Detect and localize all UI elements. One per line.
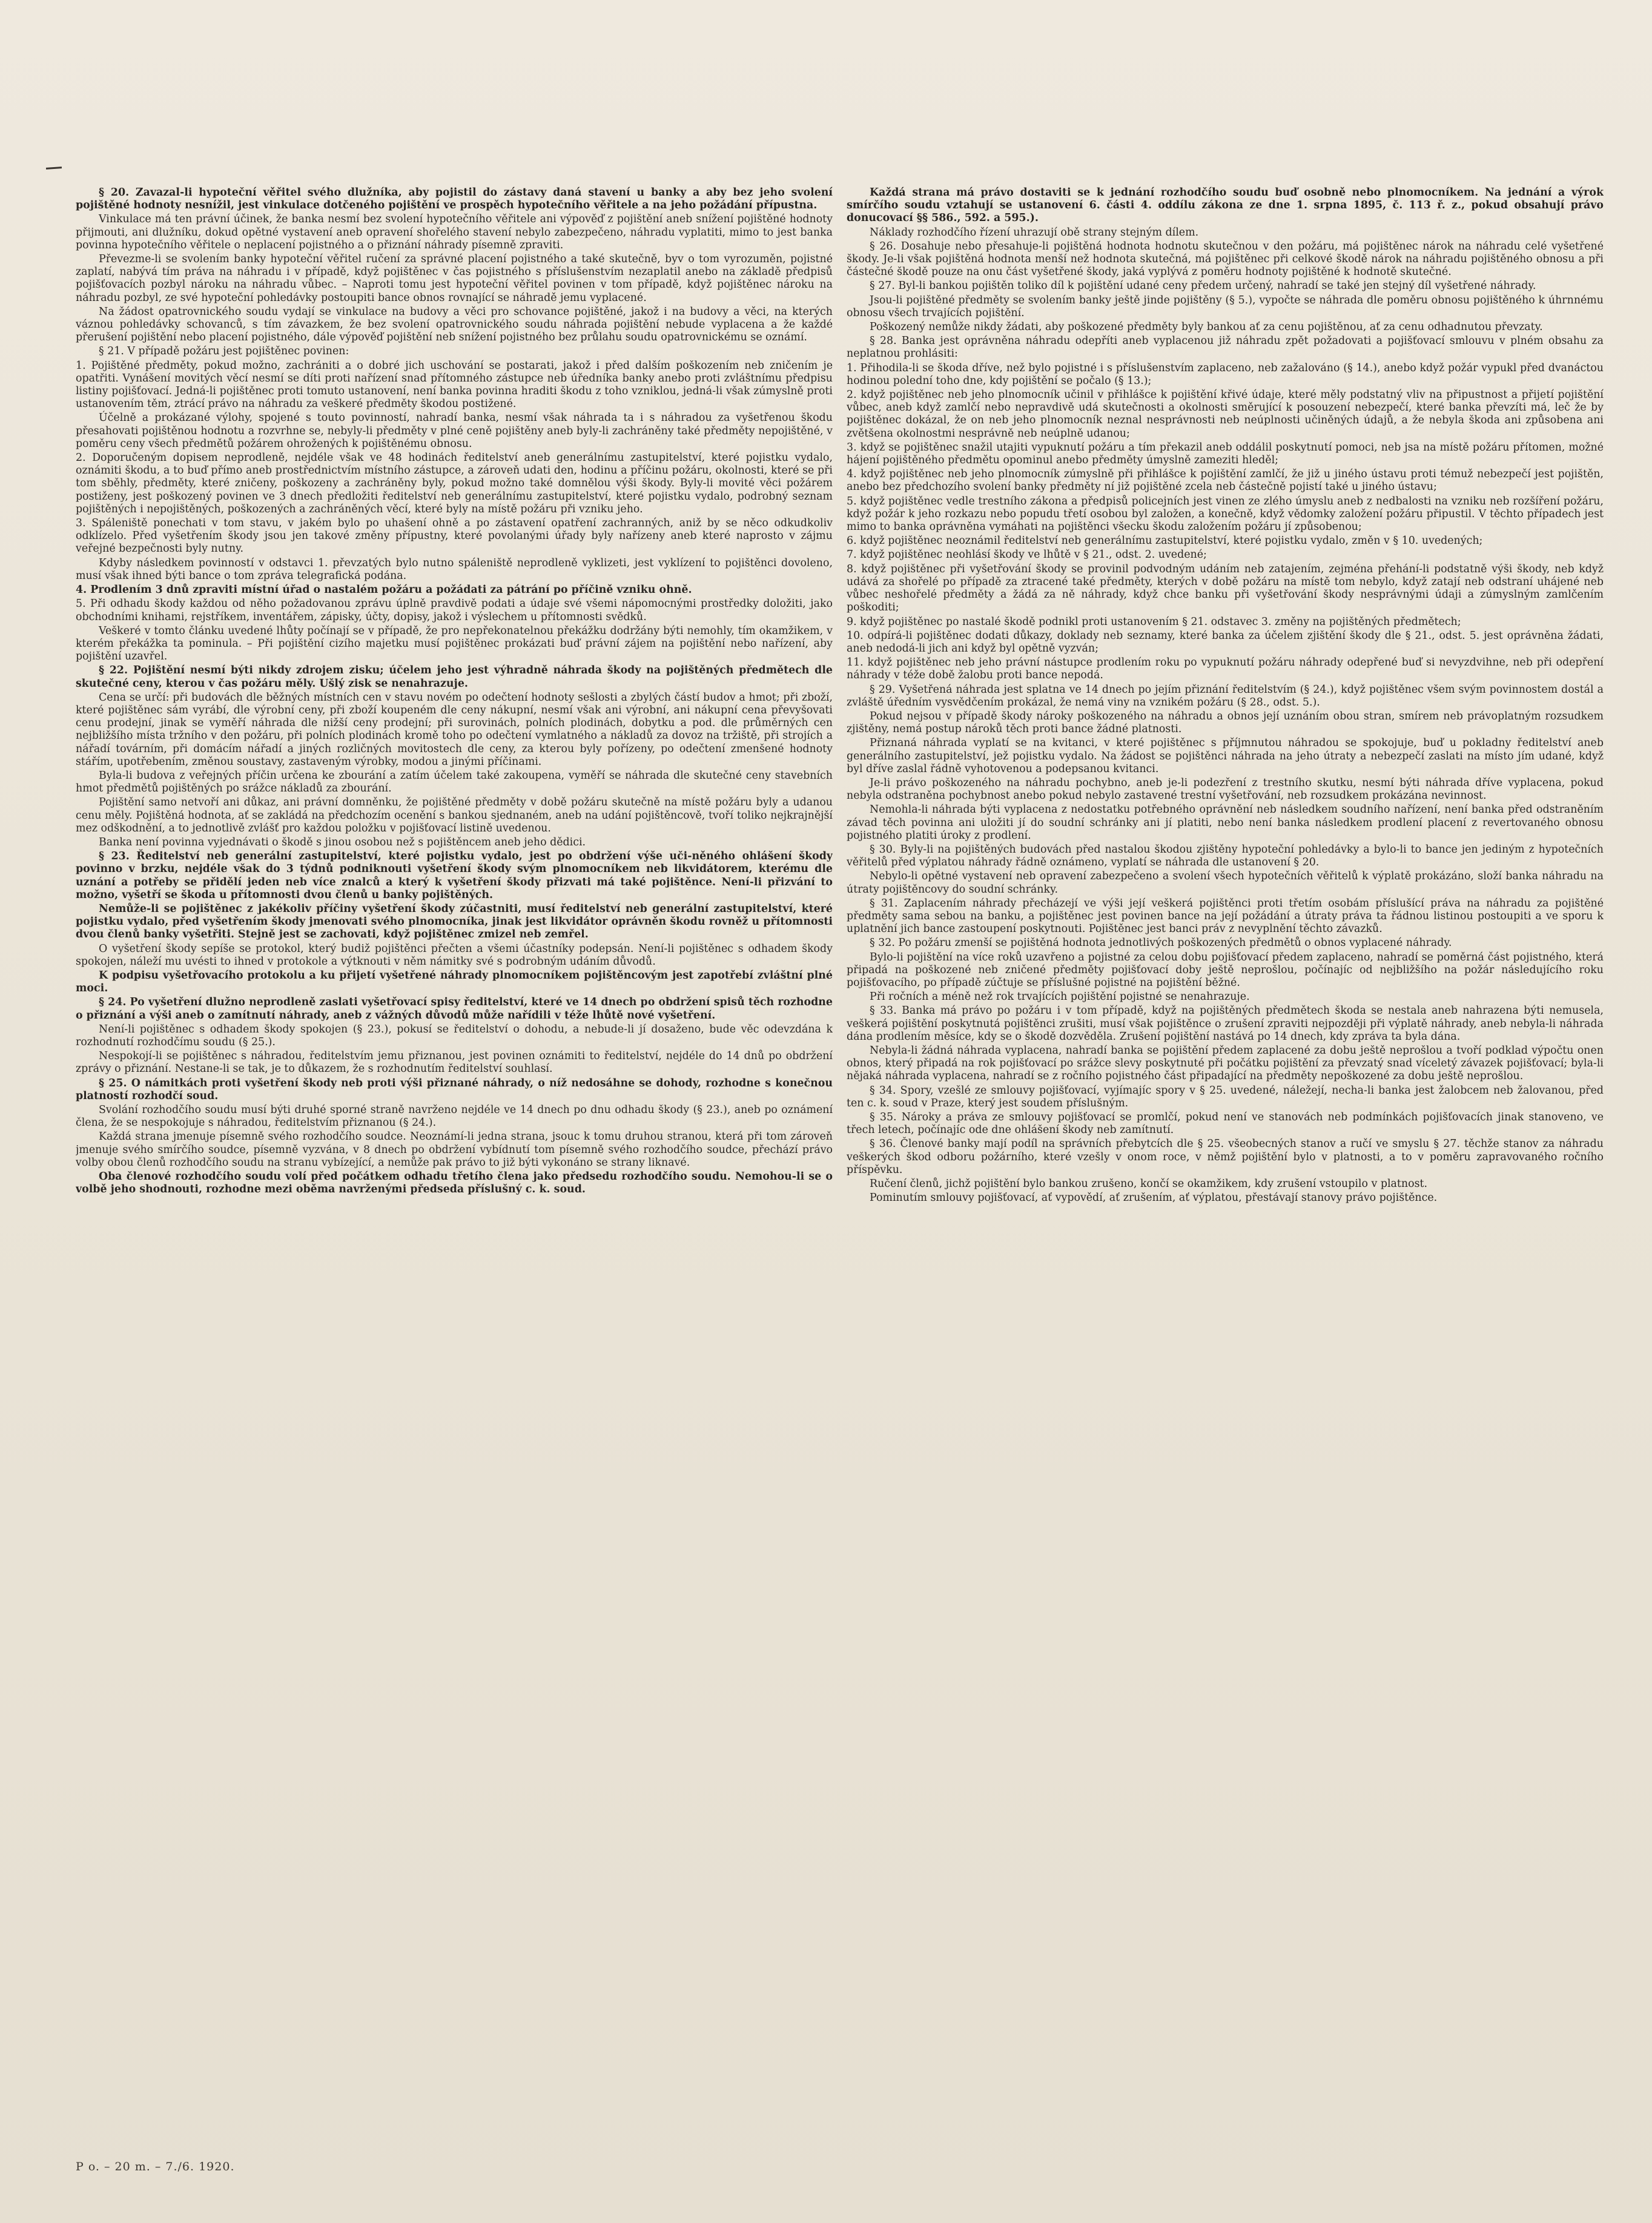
list-item: 6. když pojištěnec neoznámil ředitelství neb generálnímu zastupitelství, které pojistku vydalo, změn v § 10. uvedených; (847, 535, 1483, 547)
par-30: § 30. Byly-li na pojištěných budovách před nastalou škodou zjištěny hypoteční pohledávky a bylo-li to bance jen jediným z hypotečních věřitelů před výplatou náhrady řádně oznámeno, vyplatí se náhrada dle ustanovení § 20. (847, 843, 1604, 869)
list-item: 2. Doporučeným dopisem neprodleně, nejdéle však ve 48 hodinách ředitelství aneb generálnímu zastupitelství, které pojistku vydalo, oznámiti škodu, a to buď přímo aneb prostřednictvím místního zástupce, a zároveň udati den, hodinu a příčinu požáru, okolnosti, které se při tom sběhly, předměty, které zničeny, poškozeny a zachráněny byly, pokud možno také domnělou výši škody. Byly-li movité věci požárem postiženy, jest poškozený povinen ve 3 dnech předložiti ředitelství neb generálnímu zastupitelství, které pojistku vydalo, podrobný seznam pojištěných i nepojištěných, poškozených a zachráněných věcí, které byly na místě požáru při vzniku jeho. (76, 452, 833, 515)
par-22: § 22. Pojištění nesmí býti nikdy zdrojem zisku; účelem jeho jest výhradně náhrada škody na pojištěných předmětech dle skutečné ceny, kterou v čas požáru měly. Ušlý zisk se nenahrazuje. (76, 664, 833, 690)
paragraph: Vinkulace má ten právní účinek, že banka nesmí bez svolení hypotečního věřitele ani výpověď z pojištění aneb snížení pojištěné hodnoty přijmouti, ani dlužníku, dokud opětné vystavení aneb opravení shořelého stavení nebylo zabezpečeno, náhradu vyplatiti, mimo to jest banka povinna hypotečního věřitele o neplacení pojistného a o přiznání náhrady písemně zpraviti. (76, 213, 833, 251)
paragraph: Pokud nejsou v případě škody nároky poškozeného na náhradu a obnos její uznáním obou stran, smírem neb právoplatným rozsudkem zjištěny, nemá postup nároků těch proti bance žádné platnosti. (847, 710, 1604, 736)
par-34: § 34. Spory, vzešlé ze smlouvy pojišťovací, vyjímajíc spory v § 25. uvedené, náležejí, necha-li banka jest žalobcem neb žalovanou, před ten c. k. soud v Praze, který jest soudem příslušným. (847, 1084, 1604, 1109)
margin-mark (46, 167, 62, 170)
paragraph: Každá strana má právo dostaviti se k jednání rozhodčího soudu buď osobně nebo plnomocníkem. Na jednání a výrok smírčího soudu vztahují se ustanovení 6. části 4. oddílu zákona ze dne 1. srpna 1895, č. 113 ř. z., pokud obsahují právo donucovací §§ 586., 592. a 595.). (847, 187, 1604, 225)
right-column (847, 187, 1604, 2121)
list-item: 3. Spáleniště ponechati v tom stavu, v jakém bylo po uhašení ohně a po zástavení opatření zachranných, aniž by se něco odkudkoliv odklízelo. Před vyšetřením škody jsou jen takové změny přípustny, které povolanými úřady byly nařízeny aneb které naprosto v zájmu veřejné bezpečnosti byly nutny. (76, 517, 833, 555)
list-item: 2. když pojištěnec neb jeho plnomocník učinil v přihlášce k pojištění křivé údaje, které měly podstatný vliv na připustnost a přijetí pojištění vůbec, aneb když zamlčí nebo nepravdivě udá skutečnosti a okolnosti směrující k posouzení nebezpečí, které banka převzíti má, leč že by pojištěnec dokázal, že on neb jeho plnomocník neznal nesprávnosti neb neúplnosti učiněných údajů, a že nebyla škoda ani způsobena ani zvětšena okolnostmi nesprávně neb neúplně udanou; (847, 389, 1604, 440)
paragraph: Nespokojí-li se pojištěnec s náhradou, ředitelstvím jemu přiznanou, jest povinen oznámiti to ředitelství, nejdéle do 14 dnů po obdržení zprávy o přiznání. Nestane-li se tak, je to důkazem, že s rozhodnutím ředitelství souhlasí. (76, 1050, 833, 1075)
par-23: § 23. Ředitelství neb generální zastupitelství, které pojistku vydalo, jest po obdržení výše uči-něného ohlášení škody povinno v brzku, nejdéle však do 3 týdnů podniknouti vyšetření škody svým plnomocníkem neb likvidátorem, kterému dle uznání a potřeby se přidělí jeden neb více znalců a který k vyšetření škody přizvati má také pojištěnce. Není-li přizvání to možno, vyšetří se škoda u přítomnosti dvou členů u banky pojištěných. (76, 850, 833, 901)
list-item: 4. když pojištěnec neb jeho plnomocník zúmyslně při přihlášce k pojištění zamlčí, že již u jiného ústavu proti témuž nebezpečí jest pojištěn, anebo bez předchozího svolení banky předměty ní již pojištěné zcela neb částečně pojistí také u jiného ústavu; (847, 468, 1604, 494)
paragraph: Účelně a prokázané výlohy, spojené s touto povinností, nahradí banka, nesmí však náhrada ta i s náhradou za vyšetřenou škodu přesahovati pojištěnou hodnotu a rozvrhne se, nebyly-li předměty v plné ceně pojištěny aneb byly-li zachráněny také předměty nepojištěné, v poměru ceny všech předmětů požárem ohrožených k pojištěnému obnosu. (76, 412, 833, 450)
list-item: 1. Přihodila-li se škoda dříve, než bylo pojistné i s příslušenstvím zaplaceno, neb zažalováno (§ 14.), anebo když požár vypukl před dvanáctou hodinou polední toho dne, kdy pojištění se počalo (§ 13.); (847, 362, 1604, 387)
list-item: 5. Při odhadu škody každou od něho požadovanou zprávu úplně pravdivě podati a údaje své všemi nápomocnými prostředky doložiti, jako obchodními knihami, rejstříkem, inventářem, zápisky, účty, dopisy, jakož i výslechem u přítomnosti svědků. (76, 598, 833, 623)
list-item: 11. když pojištěnec neb jeho právní nástupce prodlením roku po vypuknutí požáru náhrady odepřené buď si nevyzdvihne, neb při odepření náhrady v téže době žalobu proti bance nepodá. (847, 656, 1604, 682)
par-20: § 20. Zavazal-li hypoteční věřitel svého dlužníka, aby pojistil do zástavy daná stavení u banky a aby bez jeho svolení pojištěné hodnoty nesnížil, jest vinkulace dotčeného pojištění ve prospěch hypotečního věřitele a na jeho požádání přípustna. (76, 187, 833, 212)
list-item: 5. když pojištěnec vedle trestního zákona a předpisů policejních jest vinen ze zlého úmyslu aneb z nedbalosti na vzniku neb rozšíření požáru, když požár k jeho rozkazu nebo popudu třetí osobou byl založen, a konečně, když vědomky založení požáru připustil. V těchto případech jest mimo to banka oprávněna vymáhati na pojištěnci všecku škodu založením požáru jí způsobenou; (847, 495, 1604, 533)
paragraph: Při ročních a méně než rok trvajících pojištění pojistné se nenahrazuje. (870, 991, 1250, 1003)
paragraph: Banka není povinna vyjednávati o škodě s jinou osobou než s pojištěncem aneb jeho dědici. (99, 836, 586, 848)
paragraph: Oba členové rozhodčího soudu volí před počátkem odhadu třetího člena jako předsedu rozhodčího soudu. Nemohou-li se o volbě jeho shodnouti, rozhodne mezi oběma navrženými předseda příslušný c. k. soud. (76, 1171, 833, 1196)
par-24: § 24. Po vyšetření dlužno neprodleně zaslati vyšetřovací spisy ředitelství, které ve 14 dnech po obdržení spisů těch rozhodne o přiznání a výši aneb o zamítnutí náhrady, aneb z vážných důvodů může nařídili v téže lhůtě nové vyšetření. (76, 996, 833, 1022)
par-25: § 25. O námitkách proti vyšetření škody neb proti výši přiznané náhrady, o níž nedosáhne se dohody, rozhodne s konečnou platností rozhodčí soud. (76, 1077, 833, 1102)
par-27: § 27. Byl-li bankou pojištěn toliko díl k pojištění udané ceny předem určený, nahradí se také jen stejný díl vyšetřené náhrady. (870, 280, 1536, 292)
list-item: 10. odpírá-li pojištěnec dodati důkazy, doklady neb seznamy, které banka za účelem zjištění škody dle § 21., odst. 5. jest oprávněna žádati, aneb nedodá-li jich ani když byl opětně vyzván; (847, 629, 1604, 655)
paragraph: Poškozený nemůže nikdy žádati, aby poškozené předměty byly bankou ať za cenu pojištěnou, ať za cenu odhadnutou převzaty. (870, 321, 1543, 334)
list-item: 8. když pojištěnec při vyšetřování škody se provinil podvodným udáním neb zatajením, zejména přehání-li podstatně výši škody, neb když udává za shořelé po případě za ztracené také předměty, kterých v době požáru na místě tom nebylo, když zatají neb odstraní uhájené neb vůbec neshořelé předměty a žádá za ně náhrady, když chce banku při vyšetřování škody nesprávnými údaji a zúmyslným zamlčením poškoditi; (847, 563, 1604, 614)
list-item: 4. Prodlením 3 dnů zpraviti místní úřad o nastalém požáru a požádati za pátrání po příčině vzniku ohně. (76, 584, 692, 596)
par-35: § 35. Nároky a práva ze smlouvy pojišťovací se promlčí, pokud není ve stanovách neb podmínkách pojišťovacích jinak stanoveno, ve třech letech, počínajíc ode dne ohlášení škody neb zamítnutí. (847, 1111, 1604, 1137)
paragraph: Pojištění samo netvoří ani důkaz, ani právní domněnku, že pojištěné předměty v době požáru skutečně na místě požáru byly a udanou cenu měly. Pojištěná hodnota, ať se zakládá na předchozím ocenění s bankou sjednaném, aneb na udání pojištěncově, tvoří toliko nejkrajnější mez odškodnění, a to jednotlivě zvlášť pro každou položku v pojišťovací listině uvedenou. (76, 796, 833, 834)
paragraph: Nemohla-li náhrada býti vyplacena z nedostatku potřebného oprávnění neb následkem soudního nařízení, není banka před odstraněním závad těch povinna ani uložiti jí do soudní schránky ani jí platiti, nebo není banka následkem prodlení placení z revertovaného obnosu pojistného platiti úroky z prodlení. (847, 804, 1604, 842)
paragraph: Náklady rozhodčího řízení uhrazují obě strany stejným dílem. (870, 226, 1199, 239)
print-footer: P o. – 20 m. – 7./6. 1920. (76, 2160, 235, 2173)
list-item: 1. Pojištěné předměty, pokud možno, zachrániti a o dobré jich uschování se postarati, jakož i před dalším poškozením neb zničením je opatřiti. Vynášení movitých věcí nesmí se díti proti nařízení snad přítomného zástupce neb úředníka banky anebo proti zvláštnímu předpisu listiny pojišťovací. Jedná-li pojištěnec proti tomuto ustanovení, není banka povinna hraditi škodu z toho vzniklou, jedná-li však zúmyslně proti ustanovením těm, ztrácí právo na náhradu za veškeré předměty škodou postižené. (76, 359, 833, 411)
paragraph: Bylo-li pojištění na více roků uzavřeno a pojistné za celou dobu pojišťovací předem zaplaceno, nahradí se poměrná část pojistného, která připadá na poškozené neb zničené předměty pojišťovací doby ještě neprošlou, počínajíc od nejbližšího na požár následujícího roku pojišťovacího, po případě zúčtuje se příslušné pojistné na pojištění běžné. (847, 951, 1604, 989)
paragraph: Každá strana jmenuje písemně svého rozhodčího soudce. Neoznámí-li jedna strana, jsouc k tomu druhou stranou, která při tom zároveň jmenuje svého smírčího soudce, písemně vyzvána, v 8 dnech po obdržení vybídnutí tom písemně svého rozhodčího soudce, přechází právo volby obou členů rozhodčího soudu na stranu vybízející, a nemůže pak právo to již býti vykonáno se strany liknavé. (76, 1131, 833, 1169)
paragraph: O vyšetření škody sepíše se protokol, který budiž pojištěnci přečten a všemi účastníky podepsán. Není-li pojištěnec s odhadem škody spokojen, náleží mu uvésti to ihned v protokole a výtknouti v něm námitky své s podrobným udáním důvodů. (76, 942, 833, 968)
list-item: 9. když pojištěnec po nastalé škodě podnikl proti ustanovením § 21. odstavec 3. změny na pojištěných předmětech; (847, 615, 1461, 628)
paragraph: Svolání rozhodčího soudu musí býti druhé sporné straně navrženo nejdéle ve 14 dnech po dnu odhadu škody (§ 23.), aneb po oznámení člena, že se nespokojuje s náhradou, ředitelstvím přiznanou (§ 24.). (76, 1104, 833, 1129)
paragraph: Je-li právo poškozeného na náhradu pochybno, aneb je-li podezření z trestního skutku, nesmí býti náhrada dříve vyplacena, pokud nebyla odstraněna pochybnost anebo pokud nebylo zastavené trestní vyšetřování, neb rozsudkem prokázána nevinnost. (847, 776, 1604, 802)
par-21: § 21. V případě požáru jest pojištěnec povinen: (99, 345, 349, 358)
paragraph: Byla-li budova z veřejných příčin určena ke zbourání a zatím účelem také zakoupena, vyměří se náhrada dle skutečné ceny stavebních hmot předmětů pojištěných po srážce nákladů za zbourání. (76, 769, 833, 795)
paragraph: Převezme-li se svolením banky hypoteční věřitel ručení za správné placení pojistného a také skutečně, byv o tom vyrozuměn, pojistné zaplatí, nabývá tím práva na náhradu i v případě, když pojištěnec v čas pojistného s příslušenstvím nezaplatil anebo na základě předpisů pojišťovacích pozbyl nároku na náhradu vůbec. – Naproti tomu jest hypoteční věřitel povinen v tom případě, když pojištěnec nároku na náhradu pozbyl, ze své hypoteční pohledávky postoupiti bance obnos rovnající se náhradě jemu vyplacené. (76, 253, 833, 304)
par-28: § 28. Banka jest oprávněna náhradu odepříti aneb vyplacenou již náhradu zpět požadovati a pojišťovací smlouvu v plném obsahu za neplatnou prohlásiti: (847, 335, 1604, 360)
paragraph: Přiznaná náhrada vyplatí se na kvitanci, v které pojištěnec s příjmnutou náhradou se spokojuje, buď u pokladny ředitelství aneb generálního zastupitelství, jež pojistku vydalo. Na žádost se pojištěnci náhrada na jeho útraty a nebezpečí zaslati na místo jím udané, když byl dříve zaslal řádně vyhotovenou a podepsanou kvitanci. (847, 737, 1604, 775)
par-33: § 33. Banka má právo po požáru i v tom případě, když na pojištěných předmětech škoda se nestala aneb nahrazena býti nemusela, veškerá pojištění poskytnutá pojištěnci zrušiti, musí však pojištěnce o zrušení zpraviti nejpozději při výplatě náhrady, aneb nebyla-li náhrada dána prodlením měsíce, kdy se o škodě dozvěděla. Zrušení pojištění nastává po 14 dnech, kdy zpráva ta byla dána. (847, 1005, 1604, 1043)
paragraph: Kdyby následkem povinností v odstavci 1. převzatých bylo nutno spáleniště neprodleně vyklizeti, jest vyklízení to pojištěnci dovoleno, musí však ihned býti bance o tom zpráva telegrafická podána. (76, 557, 833, 582)
paragraph: Ručení členů, jichž pojištění bylo bankou zrušeno, končí se okamžikem, kdy zrušení vstoupilo v platnost. (870, 1178, 1428, 1191)
left-column (76, 187, 833, 2121)
list-item: 3. když se pojištěnec snažil utajiti vypuknutí požáru a tím překazil aneb oddálil poskytnutí pomoci, neb jsa na místě požáru přítomen, možné hájení pojištěného předmětu opominul anebo předměty úmyslně zameziti hleděl; (847, 441, 1604, 467)
paragraph: Na žádost opatrovnického soudu vydají se vinkulace na budovy a věci pro schovance pojištěné, jakož i na budovy a věci, na kterých váznou pohledávky schovanců, s tím závazkem, že bez svolení opatrovnického soudu náhrada pojištění nebude vyplacena a že každé přerušení pojištění nebo placení pojistného, dále výpověď pojištění neb snížení pojistného bez průlahu soudu opatrovnickému se oznámí. (76, 305, 833, 344)
paragraph: Jsou-li pojištěné předměty se svolením banky ještě jinde pojištěny (§ 5.), vypočte se náhrada dle poměru obnosu pojištěného k úhrnnému obnosu všech trvajících pojištění. (847, 294, 1604, 319)
paragraph: Pominutím smlouvy pojišťovací, ať vypovědí, ať zrušením, ať výplatou, přestávají stanovy právo pojištěnce. (870, 1192, 1438, 1204)
par-32: § 32. Po požáru zmenší se pojištěná hodnota jednotlivých poškozených předmětů o obnos vyplacené náhrady. (870, 937, 1452, 950)
par-29: § 29. Vyšetřená náhrada jest splatna ve 14 dnech po jejím přiznání ředitelstvím (§ 24.), když pojištěnec všem svým povinnostem dostál a zvláště úředním vysvědčením prokázal, že nemá viny na vznikém požáru (§ 28., odst. 5.). (847, 683, 1604, 709)
par-26: § 26. Dosahuje nebo přesahuje-li pojištěná hodnota hodnotu skutečnou v den požáru, má pojištěnec nárok na náhradu celé vyšetřené škody. Je-li však pojištěná hodnota menší než hodnota skutečná, má pojištěnec při celkové škodě nárok na náhradu pojištěného obnosu a při částečné škodě pouze na onu část vyšetřené škody, jaká vyplývá z poměru hodnoty pojištěné k hodnotě skutečné. (847, 240, 1604, 279)
paragraph: Nebyla-li žádná náhrada vyplacena, nahradí banka se pojištění předem zaplacené za dobu ještě neprošlou a tvoří podklad výpočtu onen obnos, který připadá na rok pojišťovací po srážce slevy poskytnuté při počátku pojištění za převzatý snad víceletý závazek pojišťovací; byla-li nějaká náhrada vyplacena, nahradí se z ročního pojistného část připadající na předměty nepoškozené za dobu ještě neprošlou. (847, 1045, 1604, 1083)
par-31: § 31. Zaplacením náhrady přecházejí ve výši její veškerá pojištěnci proti třetím osobám příslušící práva na náhradu za pojištěné předměty sama sebou na banku, a pojištěnec jest povinen bance na její požádání a útraty práva ta řádnou listinou postoupiti a ve sporu k uplatnění jich bance zastoupení poskytnouti. Pojištěnec jest banci práv z nevyplnění těchto závazků. (847, 897, 1604, 936)
paragraph: Není-li pojištěnec s odhadem škody spokojen (§ 23.), pokusí se ředitelství o dohodu, a nebude-li jí dosaženo, bude věc odevzdána k rozhodnutí rozhodčímu soudu (§ 25.). (76, 1023, 833, 1048)
paragraph: Nebylo-li opětné vystavení neb opravení zabezpečeno a svolení všech hypotečních věřitelů k výplatě prokázáno, složí banka náhradu na útraty pojištěncovy do soudní schránky. (847, 870, 1604, 896)
list-item: 7. když pojištěnec neohlásí škody ve lhůtě v § 21., odst. 2. uvedené; (847, 549, 1207, 561)
paragraph: Nemůže-li se pojištěnec z jakékoliv příčiny vyšetření škody zúčastniti, musí ředitelství neb generální zastupitelství, které pojistku vydalo, před vyšetřením škody jmenovati svého plnomocníka, jinak jest likvidátor oprávněn škodu rovněž u přítomnosti dvou členů banky vyšetřiti. Stejně jest se zachovati, když pojištěnec zmizel neb zemřel. (76, 902, 833, 941)
paragraph: Cena se určí: při budovách dle běžných místních cen v stavu novém po odečtení hodnoty sešlosti a zbylých částí budov a hmot; při zboží, které pojištěnec sám vyrábí, dle výrobní ceny, při zboží koupeném dle ceny nákupní, nesmí však ani výrobní, ani nákupní cena převyšovati cenu prodejní, jinak se vyměří náhrada dle nižší ceny prodejní; při surovinách, polních plodinách, dobytku a pod. dle průměrných cen nejbližšího místa tržního v den požáru, při polních plodinách kromě toho po odečtení vymlatného a nákladů za dovoz na tržiště, při strojích a nářadí továrním, při domácím nářadí a jiných rozličných movitostech dle ceny, za kterou byly pořízeny, po odečtení zmenšené hodnoty stářím, upotřebením, změnou soustavy, zastaveným výrobky, modou a jinými příčinami. (76, 691, 833, 768)
par-36: § 36. Členové banky mají podíl na správních přebytcích dle § 25. všeobecných stanov a ručí ve smyslu § 27. těchže stanov za náhradu veškerých škod odboru požárního, které vzešly v onom roce, v němž pojištění bylo v platnosti, a to v poměru zapravovaného ročního příspěvku. (847, 1138, 1604, 1176)
paragraph: Veškeré v tomto článku uvedené lhůty počínají se v případě, že pro nepřekonatelnou překážku dodržány býti nemohly, tím okamžikem, v kterém překážka ta pominula. – Při pojištění cizího majetku musí pojištěnec prokázati buď právní zájem na pojištění nebo nařízení, aby pojištění uzavřel. (76, 624, 833, 663)
paragraph: K podpisu vyšetřovacího protokolu a ku přijetí vyšetřené náhrady plnomocníkem pojištěncovým jest zapotřebí zvláštní plné moci. (76, 969, 833, 995)
